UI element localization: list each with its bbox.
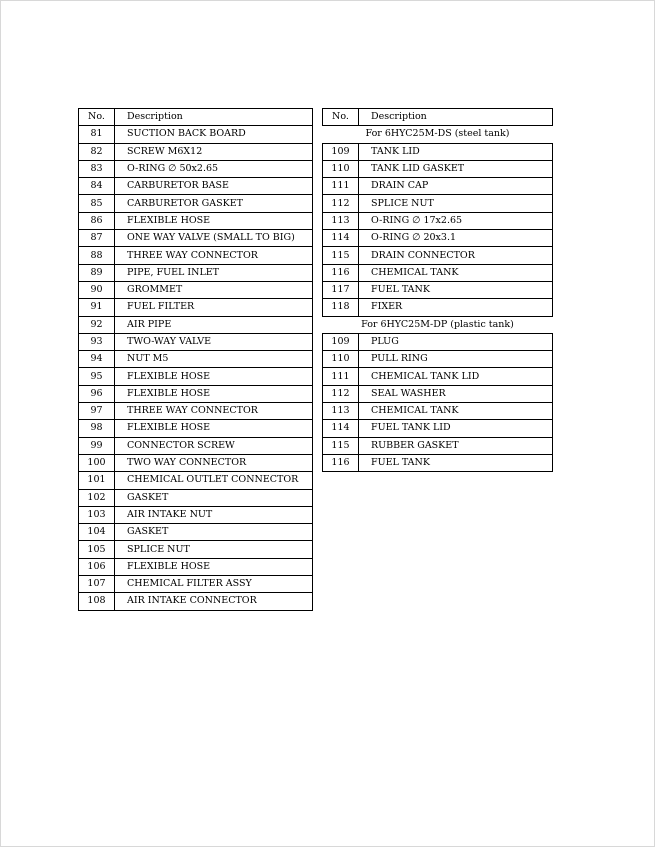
table-row bbox=[79, 264, 313, 281]
part-number-cell: 109 bbox=[323, 143, 359, 160]
table-header-row bbox=[79, 109, 313, 126]
part-description-cell: SUCTION BACK BOARD bbox=[115, 126, 313, 143]
table-row bbox=[79, 143, 313, 160]
part-description-cell: O-RING ∅ 17x2.65 bbox=[359, 212, 553, 229]
table-row bbox=[323, 178, 553, 195]
table-row bbox=[79, 299, 313, 316]
section-title: For 6HYC25M-DS (steel tank) bbox=[365, 128, 510, 140]
table-row bbox=[79, 316, 313, 333]
part-number-cell: 115 bbox=[323, 437, 359, 454]
part-number-cell: 90 bbox=[79, 281, 115, 298]
table-row bbox=[323, 230, 553, 247]
column-header-description: Description bbox=[359, 109, 553, 126]
part-number-cell: 109 bbox=[323, 333, 359, 350]
part-number-cell: 106 bbox=[79, 558, 115, 575]
part-description-cell: FUEL TANK bbox=[359, 454, 553, 471]
table-row bbox=[323, 212, 553, 229]
part-number-cell: 113 bbox=[323, 212, 359, 229]
part-description-cell: CHEMICAL TANK LID bbox=[359, 368, 553, 385]
table-row bbox=[79, 472, 313, 489]
part-description-cell: FUEL FILTER bbox=[115, 299, 313, 316]
part-number-cell: 87 bbox=[79, 230, 115, 247]
part-description-cell: SEAL WASHER bbox=[359, 385, 553, 402]
column-header-description: Description bbox=[115, 109, 313, 126]
part-description-cell: TANK LID GASKET bbox=[359, 160, 553, 177]
part-number-cell: 116 bbox=[323, 454, 359, 471]
part-description-cell: TANK LID bbox=[359, 143, 553, 160]
part-description-cell: FLEXIBLE HOSE bbox=[115, 385, 313, 402]
part-description-cell: CONNECTOR SCREW bbox=[115, 437, 313, 454]
part-description-cell: DRAIN CONNECTOR bbox=[359, 247, 553, 264]
table-row bbox=[323, 281, 553, 298]
part-description-cell: CARBURETOR BASE bbox=[115, 178, 313, 195]
part-number-cell: 88 bbox=[79, 247, 115, 264]
table-row bbox=[323, 299, 553, 316]
part-number-cell: 112 bbox=[323, 385, 359, 402]
table-row bbox=[323, 247, 553, 264]
part-description-cell: PULL RING bbox=[359, 351, 553, 368]
column-header-no: No. bbox=[323, 109, 359, 126]
table-row bbox=[323, 385, 553, 402]
table-row bbox=[79, 558, 313, 575]
table-row bbox=[79, 212, 313, 229]
part-number-cell: 114 bbox=[323, 230, 359, 247]
part-number-cell: 95 bbox=[79, 368, 115, 385]
part-description-cell: O-RING ∅ 20x3.1 bbox=[359, 230, 553, 247]
part-number-cell: 81 bbox=[79, 126, 115, 143]
part-description-cell: GROMMET bbox=[115, 281, 313, 298]
part-description-cell: AIR INTAKE NUT bbox=[115, 506, 313, 523]
table-row bbox=[79, 576, 313, 593]
part-number-cell: 111 bbox=[323, 178, 359, 195]
part-number-cell: 99 bbox=[79, 437, 115, 454]
part-description-cell: CHEMICAL OUTLET CONNECTOR bbox=[115, 472, 313, 489]
part-number-cell: 89 bbox=[79, 264, 115, 281]
part-number-cell: 118 bbox=[323, 299, 359, 316]
section-title-row bbox=[323, 316, 553, 333]
part-number-cell: 116 bbox=[323, 264, 359, 281]
part-description-cell: NUT M5 bbox=[115, 351, 313, 368]
part-number-cell: 98 bbox=[79, 420, 115, 437]
part-number-cell: 85 bbox=[79, 195, 115, 212]
part-number-cell: 92 bbox=[79, 316, 115, 333]
table-row bbox=[323, 264, 553, 281]
part-description-cell: THREE WAY CONNECTOR bbox=[115, 403, 313, 420]
part-description-cell: FIXER bbox=[359, 299, 553, 316]
part-description-cell: FLEXIBLE HOSE bbox=[115, 558, 313, 575]
part-description-cell: FUEL TANK bbox=[359, 281, 553, 298]
part-number-cell: 83 bbox=[79, 160, 115, 177]
part-description-cell: SPLICE NUT bbox=[359, 195, 553, 212]
part-number-cell: 104 bbox=[79, 524, 115, 541]
part-description-cell: PIPE, FUEL INLET bbox=[115, 264, 313, 281]
table-row bbox=[323, 420, 553, 437]
part-description-cell: THREE WAY CONNECTOR bbox=[115, 247, 313, 264]
table-row bbox=[79, 593, 313, 610]
table-row bbox=[79, 454, 313, 471]
table-row bbox=[79, 333, 313, 350]
part-description-cell: TWO-WAY VALVE bbox=[115, 333, 313, 350]
part-number-cell: 112 bbox=[323, 195, 359, 212]
table-row bbox=[79, 195, 313, 212]
part-description-cell: GASKET bbox=[115, 524, 313, 541]
part-number-cell: 82 bbox=[79, 143, 115, 160]
table-row bbox=[323, 437, 553, 454]
table-row bbox=[323, 454, 553, 471]
part-number-cell: 91 bbox=[79, 299, 115, 316]
part-description-cell: CARBURETOR GASKET bbox=[115, 195, 313, 212]
part-number-cell: 96 bbox=[79, 385, 115, 402]
part-number-cell: 108 bbox=[79, 593, 115, 610]
table-row bbox=[79, 281, 313, 298]
table-row bbox=[79, 506, 313, 523]
column-header-no: No. bbox=[79, 109, 115, 126]
part-description-cell: DRAIN CAP bbox=[359, 178, 553, 195]
table-row bbox=[79, 524, 313, 541]
table-header-row bbox=[323, 109, 553, 126]
table-row bbox=[79, 385, 313, 402]
part-number-cell: 100 bbox=[79, 454, 115, 471]
part-number-cell: 113 bbox=[323, 403, 359, 420]
parts-table-left bbox=[78, 108, 313, 611]
part-description-cell: RUBBER GASKET bbox=[359, 437, 553, 454]
part-description-cell: FLEXIBLE HOSE bbox=[115, 368, 313, 385]
part-number-cell: 110 bbox=[323, 351, 359, 368]
part-description-cell: FLEXIBLE HOSE bbox=[115, 212, 313, 229]
table-row bbox=[79, 437, 313, 454]
part-number-cell: 107 bbox=[79, 576, 115, 593]
part-description-cell: ONE WAY VALVE (SMALL TO BIG) bbox=[115, 230, 313, 247]
table-row bbox=[323, 368, 553, 385]
part-number-cell: 114 bbox=[323, 420, 359, 437]
part-description-cell: O-RING ∅ 50x2.65 bbox=[115, 160, 313, 177]
part-description-cell: CHEMICAL FILTER ASSY bbox=[115, 576, 313, 593]
table-row bbox=[79, 351, 313, 368]
part-description-cell: CHEMICAL TANK bbox=[359, 264, 553, 281]
table-row bbox=[79, 368, 313, 385]
table-row bbox=[323, 160, 553, 177]
table-row bbox=[79, 541, 313, 558]
section-title-row bbox=[323, 126, 553, 143]
part-number-cell: 101 bbox=[79, 472, 115, 489]
part-number-cell: 117 bbox=[323, 281, 359, 298]
table-row bbox=[79, 126, 313, 143]
part-number-cell: 86 bbox=[79, 212, 115, 229]
part-description-cell: TWO WAY CONNECTOR bbox=[115, 454, 313, 471]
part-number-cell: 97 bbox=[79, 403, 115, 420]
parts-table-right bbox=[322, 108, 553, 472]
part-number-cell: 103 bbox=[79, 506, 115, 523]
table-row bbox=[79, 160, 313, 177]
section-title: For 6HYC25M-DP (plastic tank) bbox=[361, 318, 514, 330]
part-number-cell: 111 bbox=[323, 368, 359, 385]
part-description-cell: CHEMICAL TANK bbox=[359, 403, 553, 420]
part-description-cell: AIR INTAKE CONNECTOR bbox=[115, 593, 313, 610]
part-number-cell: 102 bbox=[79, 489, 115, 506]
table-row bbox=[323, 351, 553, 368]
part-number-cell: 84 bbox=[79, 178, 115, 195]
part-description-cell: FUEL TANK LID bbox=[359, 420, 553, 437]
part-number-cell: 105 bbox=[79, 541, 115, 558]
part-number-cell: 110 bbox=[323, 160, 359, 177]
table-row bbox=[79, 403, 313, 420]
table-row bbox=[323, 143, 553, 160]
table-row bbox=[79, 178, 313, 195]
table-row bbox=[79, 489, 313, 506]
part-description-cell: PLUG bbox=[359, 333, 553, 350]
table-row bbox=[79, 230, 313, 247]
part-description-cell: GASKET bbox=[115, 489, 313, 506]
part-number-cell: 94 bbox=[79, 351, 115, 368]
table-row bbox=[79, 247, 313, 264]
table-row bbox=[79, 420, 313, 437]
table-row bbox=[323, 195, 553, 212]
part-description-cell: SPLICE NUT bbox=[115, 541, 313, 558]
part-description-cell: FLEXIBLE HOSE bbox=[115, 420, 313, 437]
table-row bbox=[323, 333, 553, 350]
part-description-cell: AIR PIPE bbox=[115, 316, 313, 333]
table-row bbox=[323, 403, 553, 420]
part-description-cell: SCREW M6X12 bbox=[115, 143, 313, 160]
part-number-cell: 93 bbox=[79, 333, 115, 350]
part-number-cell: 115 bbox=[323, 247, 359, 264]
